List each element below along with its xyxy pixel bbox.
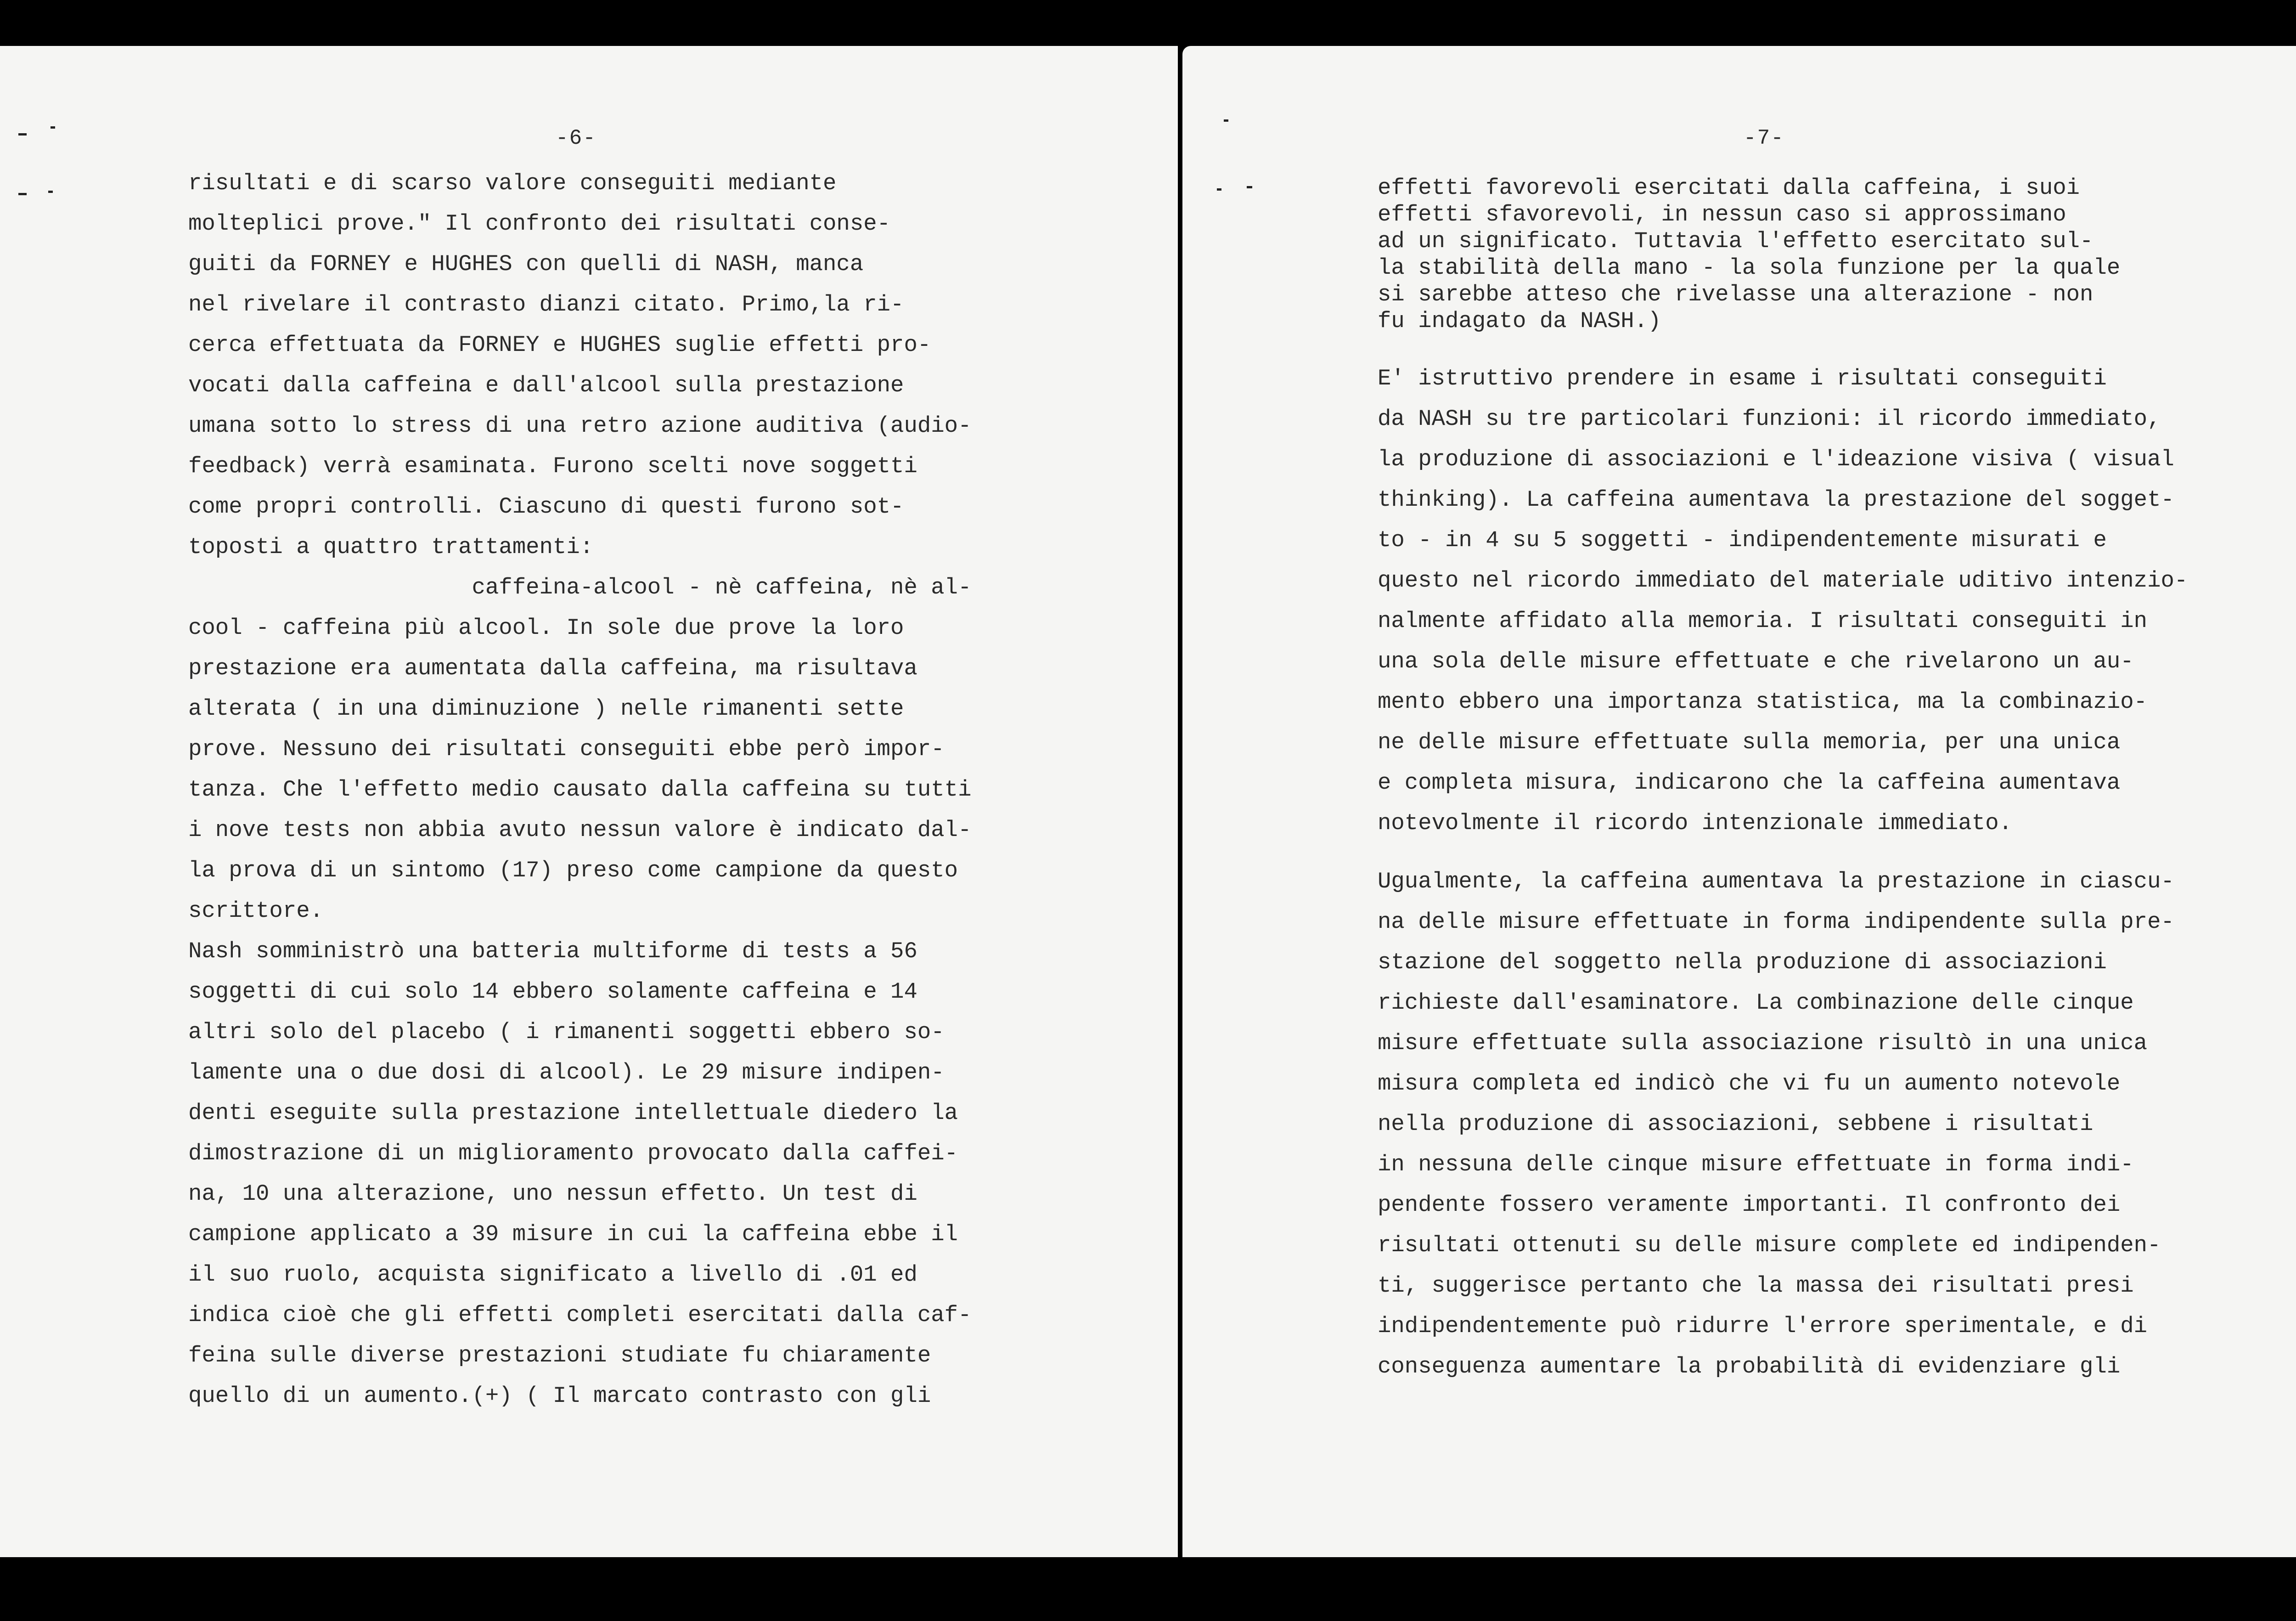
text-line: altri solo del placebo ( i rimanenti soggetti ebbero so- [188, 1019, 945, 1045]
text-line: umana sotto lo stress di una retro azione auditiva (audio- [188, 413, 972, 439]
text-line: effetti favorevoli esercitati dalla caffeina, i suoi [1378, 175, 2080, 201]
text-line: questo nel ricordo immediato del materiale uditivo intenzio- [1378, 568, 2188, 593]
paragraph [1378, 358, 2188, 843]
text-line: E' istruttivo prendere in esame i risultati conseguiti [1378, 366, 2107, 391]
text-line: indipendentemente può ridurre l'errore sperimentale, e di [1378, 1313, 2148, 1339]
text-line: thinking). La caffeina aumentava la prestazione del sogget- [1378, 487, 2174, 513]
text-line: la produzione di associazioni e l'ideazione visiva ( visual [1378, 446, 2174, 472]
text-line: risultati e di scarso valore conseguiti mediante [188, 170, 837, 196]
text-line: la stabilità della mano - la sola funzione per la quale [1378, 255, 2121, 281]
text-line: prove. Nessuno dei risultati conseguiti ebbe però impor- [188, 736, 945, 762]
text-line: ti, suggerisce pertanto che la massa dei risultati presi [1378, 1273, 2134, 1299]
text-line: feina sulle diverse prestazioni studiate fu chiaramente [188, 1343, 931, 1368]
text-line: Ugualmente, la caffeina aumentava la prestazione in ciascu- [1378, 869, 2174, 894]
text-line: pendente fossero veramente importanti. Il confronto dei [1378, 1192, 2121, 1218]
text-line: da NASH su tre particolari funzioni: il ricordo immediato, [1378, 406, 2161, 432]
page-number: -7- [1744, 126, 1784, 150]
text-line: cerca effettuata da FORNEY e HUGHES suglie effetti pro- [188, 332, 931, 358]
text-line: conseguenza aumentare la probabilità di evidenziare gli [1378, 1354, 2121, 1379]
text-line: toposti a quattro trattamenti: [188, 534, 594, 560]
text-line: misura completa ed indicò che vi fu un aumento notevole [1378, 1071, 2121, 1096]
text-line: effetti sfavorevoli, in nessun caso si approssimano [1378, 202, 2066, 227]
text-line: tanza. Che l'effetto medio causato dalla caffeina su tutti [188, 777, 972, 802]
text-line: la prova di un sintomo (17) preso come campione da questo [188, 858, 958, 883]
margin-mark [1224, 119, 1228, 122]
margin-mark [48, 191, 53, 193]
text-line: il suo ruolo, acquista significato a livello di .01 ed [188, 1262, 917, 1288]
text-line: fu indagato da NASH.) [1378, 308, 1661, 334]
text-line: vocati dalla caffeina e dall'alcool sulla prestazione [188, 373, 904, 398]
text-line: na, 10 una alterazione, uno nessun effetto. Un test di [188, 1181, 917, 1207]
text-line: scrittore. [188, 898, 324, 924]
text-line: dimostrazione di un miglioramento provocato dalla caffei- [188, 1141, 958, 1166]
text-line: una sola delle misure effettuate e che rivelarono un au- [1378, 649, 2134, 674]
text-line: prestazione era aumentata dalla caffeina, ma risultava [188, 655, 917, 681]
text-line: stazione del soggetto nella produzione di associazioni [1378, 949, 2107, 975]
left-page-body [188, 163, 971, 1416]
margin-mark [51, 126, 55, 129]
text-line: lamente una o due dosi di alcool). Le 29 misure indipen- [188, 1060, 945, 1085]
text-line: si sarebbe atteso che rivelasse una alterazione - non [1378, 282, 2093, 307]
margin-mark [1247, 186, 1252, 188]
text-line: feedback) verrà esaminata. Furono scelti nove soggetti [188, 453, 917, 479]
text-line: nalmente affidato alla memoria. I risultati conseguiti in [1378, 608, 2148, 634]
text-line: guiti da FORNEY e HUGHES con quelli di NASH, manca [188, 251, 864, 277]
text-line: e completa misura, indicarono che la caffeina aumentava [1378, 770, 2121, 796]
text-line: risultati ottenuti su delle misure complete ed indipenden- [1378, 1232, 2161, 1258]
text-line: i nove tests non abbia avuto nessun valore è indicato dal- [188, 817, 972, 843]
right-page [1182, 46, 2296, 1557]
text-line: nella produzione di associazioni, sebbene i risultati [1378, 1111, 2093, 1137]
text-line: na delle misure effettuate in forma indipendente sulla pre- [1378, 909, 2174, 935]
text-line: indica cioè che gli effetti completi esercitati dalla caf- [188, 1302, 972, 1328]
text-line: in nessuna delle cinque misure effettuate in forma indi- [1378, 1152, 2134, 1177]
text-line: to - in 4 su 5 soggetti - indipendentemente misurati e [1378, 527, 2107, 553]
text-line: richieste dall'esaminatore. La combinazione delle cinque [1378, 990, 2134, 1016]
margin-mark [18, 133, 27, 136]
text-line: molteplici prove." Il confronto dei risultati conse- [188, 211, 891, 237]
margin-mark [1217, 188, 1221, 191]
text-line: soggetti di cui solo 14 ebbero solamente caffeina e 14 [188, 979, 917, 1005]
text-line: Nash somministrò una batteria multiforme di tests a 56 [188, 938, 917, 964]
text-line: mento ebbero una importanza statistica, ma la combinazio- [1378, 689, 2148, 715]
text-line: come propri controlli. Ciascuno di questi furono sot- [188, 494, 904, 520]
text-line: nel rivelare il contrasto dianzi citato. Primo,la ri- [188, 292, 904, 317]
left-page [0, 46, 1178, 1557]
text-line: caffeina-alcool - nè caffeina, nè al- [188, 575, 972, 600]
text-line: campione applicato a 39 misure in cui la caffeina ebbe il [188, 1221, 958, 1247]
text-line: quello di un aumento.(+) ( Il marcato contrasto con gli [188, 1383, 931, 1409]
text-line: ad un significato. Tuttavia l'effetto esercitato sul- [1378, 228, 2093, 254]
footnote-continuation [1378, 175, 2120, 334]
margin-mark [18, 193, 27, 195]
page-number: -6- [556, 126, 597, 150]
paragraph [1378, 861, 2174, 1387]
text-line: cool - caffeina più alcool. In sole due prove la loro [188, 615, 904, 641]
text-line: denti eseguite sulla prestazione intellettuale diedero la [188, 1100, 958, 1126]
text-line: ne delle misure effettuate sulla memoria, per una unica [1378, 729, 2121, 755]
text-line: misure effettuate sulla associazione risultò in una unica [1378, 1030, 2148, 1056]
text-line: notevolmente il ricordo intenzionale immediato. [1378, 810, 2013, 836]
text-line: alterata ( in una diminuzione ) nelle rimanenti sette [188, 696, 904, 722]
